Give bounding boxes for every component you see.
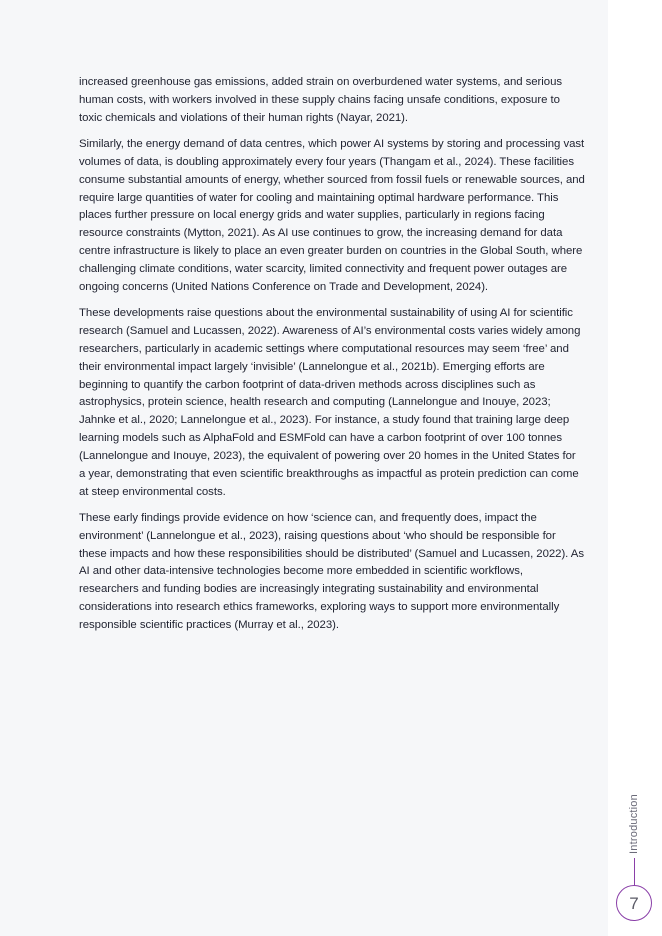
body-text-column (79, 74, 585, 643)
paragraph-4: These early findings provide evidence on how ‘science can, and frequently does, impact the environment’ (Lannelongue et al., 2023), raising questions about ‘who should be responsible for these impacts and how these responsibilities should be distributed’ (Samuel and Lucassen, 2022). As AI and other data-intensive technologies become more embedded in scientific workflows, researchers and funding bodies are increasingly integrating sustainability and environmental considerations into research ethics frameworks, exploring ways to support more environmentally responsible scientific practices (Murray et al., 2023). (79, 511, 584, 631)
paragraph-2: Similarly, the energy demand of data centres, which power AI systems by storing and processing vast volumes of data, is doubling approximately every four years (Thangam et al., 2024). These facilities consume substantial amounts of energy, whether sourced from fossil fuels or renewable sources, and require large quantities of water for cooling and maintaining optimal hardware performance. This places further pressure on local energy grids and water supplies, particularly in regions facing resource constraints (Mytton, 2021). As AI use continues to grow, the increasing demand for data centre infrastructure is likely to place an even greater burden on countries in the Global South, where challenging climate conditions, water scarcity, limited connectivity and frequent power outages are ongoing concerns (United Nations Conference on Trade and Development, 2024). (79, 138, 585, 293)
paragraph-1: increased greenhouse gas emissions, added strain on overburdened water systems, and serious human costs, with workers involved in these supply chains facing unsafe conditions, exposure to toxic chemicals and violations of their human rights (Nayar, 2021). (79, 76, 562, 124)
paragraph-3: These developments raise questions about the environmental sustainability of using AI for scientific research (Samuel and Lucassen, 2022). Awareness of AI’s environmental costs varies widely among researchers, particularly in academic settings where computational resources may seem ‘free’ and their environmental impact largely ‘invisible’ (Lannelongue et al., 2021b). Emerging efforts are beginning to quantify the carbon footprint of data-driven methods across disciplines such as astrophysics, protein science, health research and computing (Lannelongue and Inouye, 2023; Jahnke et al., 2020; Lannelongue et al., 2023). For instance, a study found that training large deep learning models such as AlphaFold and ESMFold can have a carbon footprint of over 100 tonnes (Lannelongue and Inouye, 2023), the equivalent of powering over 20 homes in the United States for a year, demonstrating that even scientific breakthroughs as impactful as protein prediction can come at steep environmental costs. (79, 307, 581, 498)
section-label: Introduction (628, 794, 640, 854)
page-number-badge (616, 885, 652, 921)
section-divider-line (634, 858, 635, 886)
page-number: 7 (629, 893, 639, 913)
